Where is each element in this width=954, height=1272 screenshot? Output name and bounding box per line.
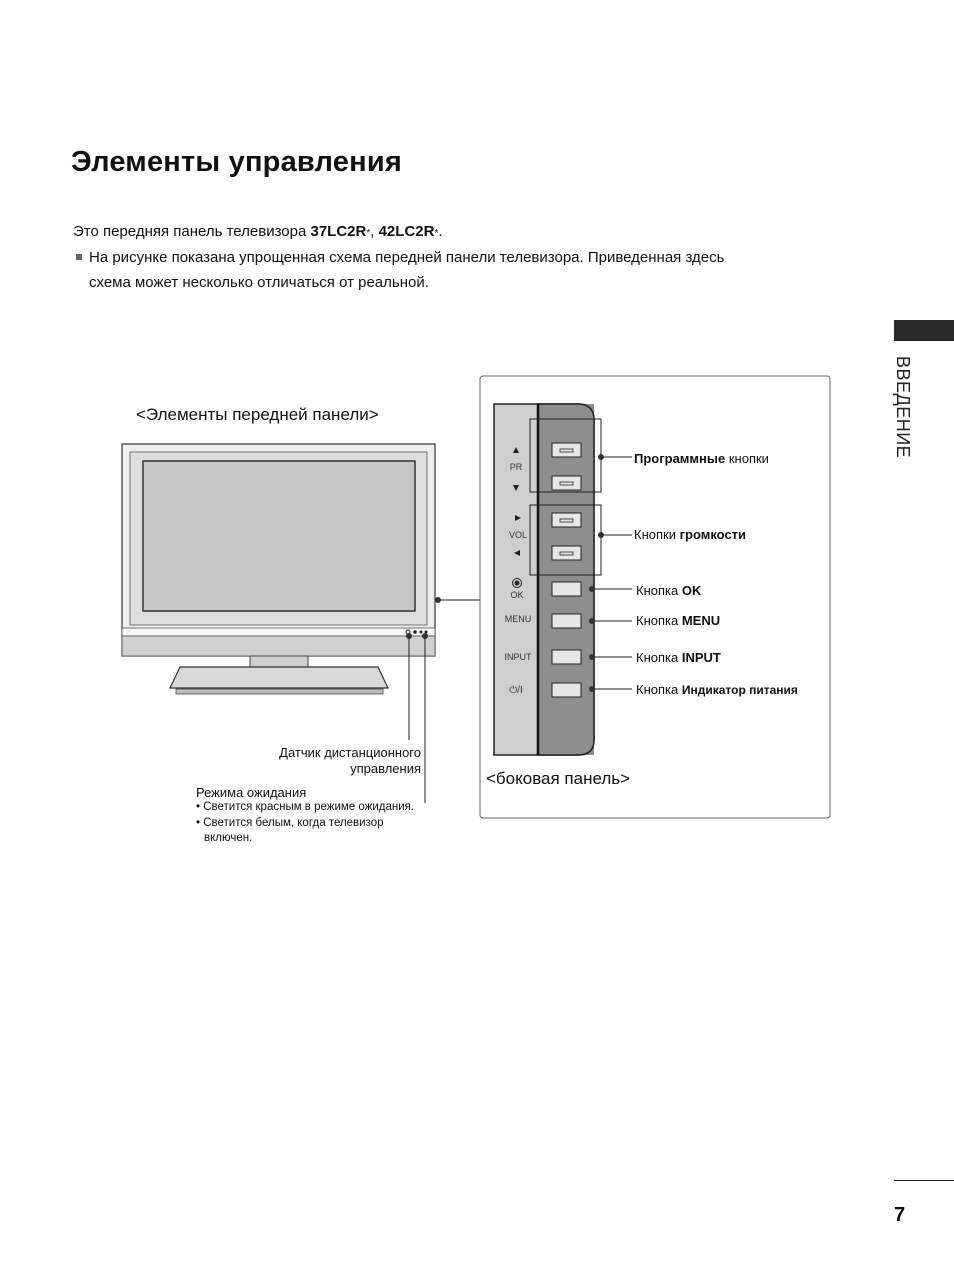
standby-bullet-2: • Светится белым, когда телевизор bbox=[196, 817, 384, 829]
input-button-label bbox=[636, 650, 721, 665]
ok-button-label bbox=[636, 583, 701, 598]
ok-prefix: Кнопка bbox=[636, 583, 682, 598]
period: . bbox=[438, 223, 443, 240]
intro-text: Это передняя панель телевизора bbox=[73, 223, 311, 240]
volume-buttons-label bbox=[634, 527, 746, 542]
page-title: Элементы управления bbox=[71, 146, 402, 178]
section-label: ВВЕДЕНИЕ bbox=[893, 356, 913, 459]
input-bold: INPUT bbox=[681, 650, 721, 665]
model-37lc2r: 37LC2R bbox=[310, 223, 367, 240]
note-text-1: На рисунке показана упрощенная схема передней панели телевизора. Приведенная здесь bbox=[89, 249, 725, 266]
note-text-2: схема может несколько отличаться от реальной. bbox=[89, 274, 429, 291]
sensor-line-2: управления bbox=[350, 761, 421, 776]
power-label: ⏻/I bbox=[509, 685, 523, 696]
remote-sensor-label bbox=[258, 745, 421, 777]
side-panel-caption: <боковая панель> bbox=[486, 769, 631, 788]
vol-label: VOL bbox=[508, 530, 527, 540]
menu-label: MENU bbox=[504, 614, 532, 624]
power-button-label bbox=[636, 682, 798, 697]
power-bold: Индикатор питания bbox=[681, 683, 798, 697]
standby-title: Режима ожидания bbox=[196, 785, 307, 800]
asterisk: * bbox=[366, 228, 371, 239]
tv-illustration bbox=[122, 444, 435, 694]
front-panel-caption: <Элементы передней панели> bbox=[136, 405, 379, 424]
sensor-line-1: Датчик дистанционного bbox=[279, 745, 421, 760]
ok-bold: OK bbox=[681, 583, 702, 598]
menu-bold: MENU bbox=[681, 613, 721, 628]
volume-bold: громкости bbox=[679, 527, 747, 542]
standby-bullet-3: включен. bbox=[204, 832, 253, 844]
power-prefix: Кнопка bbox=[636, 682, 682, 697]
page-number: 7 bbox=[894, 1204, 906, 1226]
model-42lc2r: 42LC2R bbox=[378, 223, 435, 240]
separator: , bbox=[370, 223, 379, 240]
input-prefix: Кнопка bbox=[636, 650, 682, 665]
ok-label: OK bbox=[510, 590, 524, 600]
program-bold: Программные bbox=[634, 451, 726, 466]
input-label: INPUT bbox=[504, 652, 532, 662]
menu-prefix: Кнопка bbox=[636, 613, 682, 628]
side-panel-illustration bbox=[494, 404, 601, 755]
page-number-rule bbox=[894, 1180, 954, 1181]
asterisk: * bbox=[434, 228, 439, 239]
menu-button-label bbox=[636, 613, 720, 628]
program-buttons-label bbox=[634, 451, 769, 466]
pr-label: PR bbox=[509, 462, 523, 472]
standby-bullet-1: • Светится красным в режиме ожидания. bbox=[196, 801, 415, 813]
program-rest: кнопки bbox=[725, 451, 769, 466]
volume-prefix: Кнопки bbox=[634, 527, 680, 542]
